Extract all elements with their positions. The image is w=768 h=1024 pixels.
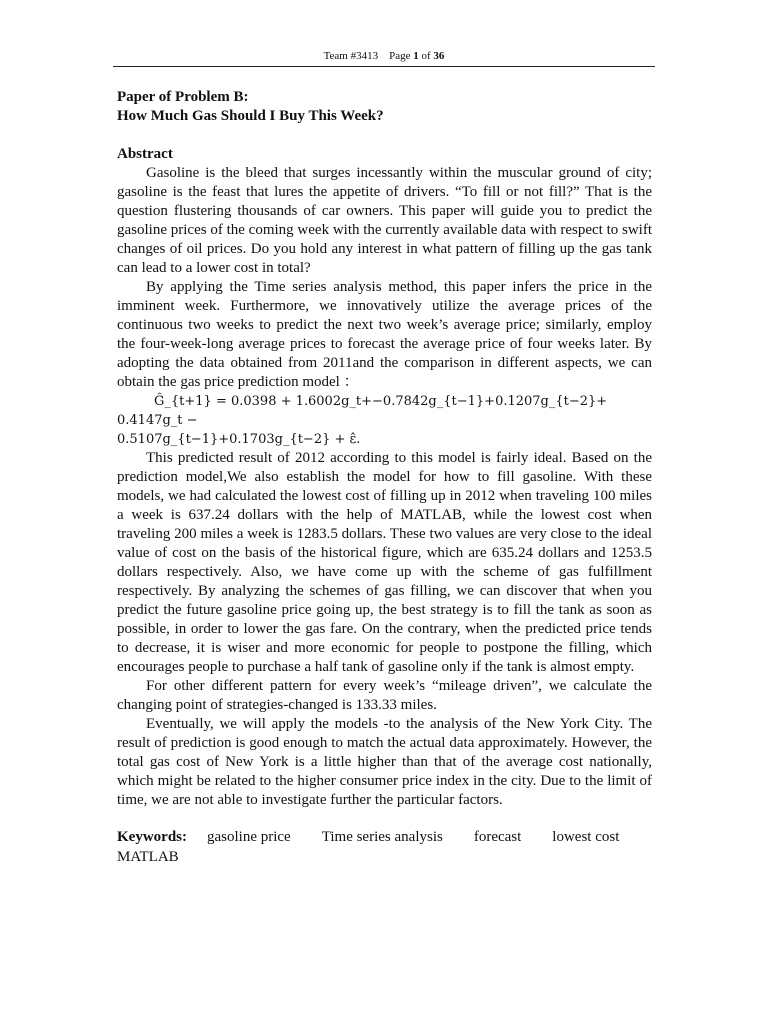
formula-line-2 <box>117 430 652 449</box>
formula-line-2-text: 0.5107g_{t−1}+0.1703g_{t−2} + ε̂. <box>117 432 361 447</box>
prediction-formula <box>117 392 652 449</box>
abstract-paragraph-3: This predicted result of 2012 according to this model is fairly ideal. Based on the prediction model,We also establish the model for how to fill gasoline. With these models, we had calculated the lowest cost of filling up in 2012 when traveling 100 miles a week is 637.24 dollars with the help of MATLAB, while the lowest cost when traveling 200 miles a week is 1283.5 dollars. These two values are very close to the ideal value of cost on the basis of the historical figure, which are 635.24 dollars and 1253.5 dollars respectively. Also, we have come up with the scheme of gas fulfillment respectively. By analyzing the schemes of gas filling, we can discover that when you predict the future gasoline price going up, the best strategy is to fill the tank as soon as possible, in order to lower the gas fare. On the contrary, when the predicted price tends to decrease, it is wiser and more economic for people to postpone the filling, which encourages people to purchase a half tank of gasoline only if the tank is almost empty. <box>117 450 652 675</box>
page-number: 1 <box>413 50 419 62</box>
abstract-paragraph-1: Gasoline is the bleed that surges incessantly within the muscular ground of city; gasoline is the feast that lures the appetite of drivers. “To fill or not fill?” That is the question flustering thousands of car owners. This paper will guide you to predict the gasoline prices of the coming week with the currently available data with respect to swift changes of oil prices. Do you hold any interest in what pattern of filling up the gas tank can lead to a lower cost in total? <box>117 165 652 276</box>
paper-title-line-2: How Much Gas Should I Buy This Week? <box>117 108 384 124</box>
keyword-item: forecast <box>473 829 522 845</box>
abstract-paragraph-4: For other different pattern for every week’s “mileage driven”, we calculate the changing point of strategies-changed is 133.33 miles. <box>117 678 652 713</box>
abstract-heading: Abstract <box>117 146 173 162</box>
page-header <box>113 50 655 63</box>
keyword-item: MATLAB <box>117 849 179 865</box>
page-word: Page <box>389 50 411 62</box>
keywords-section <box>117 827 652 867</box>
page-total: 36 <box>433 50 445 62</box>
team-number: Team #3413 <box>323 50 379 62</box>
paper-title-line-1: Paper of Problem B: <box>117 89 249 105</box>
abstract-paragraph-5: Eventually, we will apply the models -to the analysis of the New York City. The result of prediction is good enough to match the actual data approximately. However, the total gas cost of New York is a little higher than that of the average cost nationally, which might be related to the higher consumer price index in the city. Due to the limit of time, we are not able to investigate further the particular factors. <box>117 716 652 808</box>
keyword-item: Time series analysis <box>321 829 443 845</box>
formula-line-1 <box>117 392 652 430</box>
keyword-item: lowest cost <box>552 829 620 845</box>
keywords-label: Keywords: <box>117 829 187 845</box>
formula-line-1-text: Ĝ_{t+1} = 0.0398 + 1.6002g_t+−0.7842g_{t−1}+0.1207g_{t−2}+ 0.4147g_t − <box>117 394 608 428</box>
paper-body <box>117 88 652 867</box>
abstract-paragraph-2: By applying the Time series analysis method, this paper infers the price in the imminent week. Furthermore, we innovatively utilize the average prices of the continuous two weeks to predict the next two week’s average price; similarly, employ the four-week-long average prices to forecast the average price of four weeks later. By adopting the data obtained from 2011and the comparison in different aspects, we can obtain the gas price prediction model ： <box>117 279 652 390</box>
header-rule <box>113 66 655 67</box>
keyword-item: gasoline price <box>207 829 291 845</box>
of-word: of <box>421 50 431 62</box>
